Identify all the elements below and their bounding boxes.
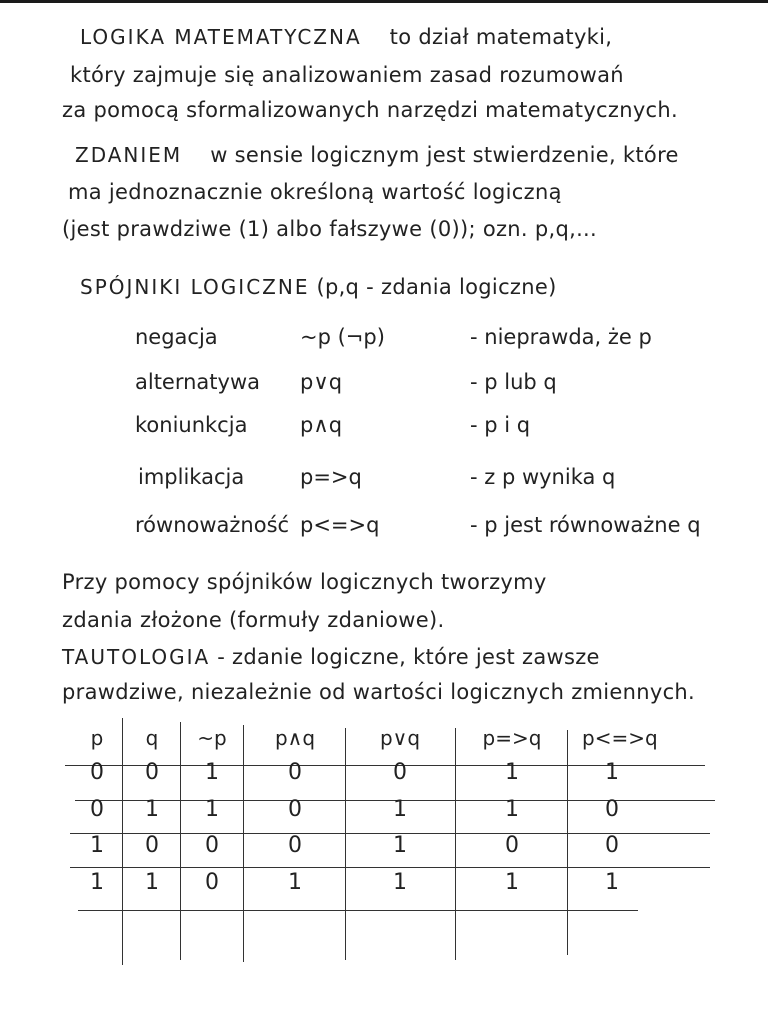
sentence-line-1 xyxy=(75,143,679,167)
connective-symbol: p=>q xyxy=(300,465,362,489)
table-cell: 1 xyxy=(505,797,519,822)
connective-row xyxy=(0,465,768,495)
connective-name: negacja xyxy=(135,325,218,349)
table-cell: 1 xyxy=(393,797,407,822)
connectives-header xyxy=(80,275,557,299)
table-header-cell: q xyxy=(145,726,159,750)
table-row-divider xyxy=(78,910,638,911)
compound-line-2: zdania złożone (formuły zdaniowe). xyxy=(62,608,445,632)
table-cell: 1 xyxy=(205,760,219,785)
table-cell: 0 xyxy=(145,760,159,785)
table-cell: 0 xyxy=(288,797,302,822)
table-column-divider xyxy=(567,730,568,955)
connective-row xyxy=(0,513,768,543)
table-cell: 1 xyxy=(90,833,104,858)
table-row-divider xyxy=(70,867,710,868)
table-cell: 0 xyxy=(205,833,219,858)
table-cell: 1 xyxy=(393,833,407,858)
connectives-note: (p,q - zdania logiczne) xyxy=(316,275,557,299)
intro-line-1 xyxy=(80,25,612,49)
sentence-term: ZDANIEM xyxy=(75,143,183,167)
table-cell: 1 xyxy=(393,870,407,895)
connective-row xyxy=(0,370,768,400)
sentence-line-3: (jest prawdziwe (1) albo fałszywe (0)); ozn. p,q,... xyxy=(62,217,597,241)
table-cell: 1 xyxy=(145,797,159,822)
connective-symbol: p∧q xyxy=(300,413,343,437)
tautology-line-2: prawdziwe, niezależnie od wartości logicznych zmiennych. xyxy=(62,680,696,704)
table-header-cell: p<=>q xyxy=(582,726,658,750)
table-cell: 1 xyxy=(288,870,302,895)
connective-meaning: - p i q xyxy=(470,413,531,437)
tautology-text-1: - zdanie logiczne, które jest zawsze xyxy=(217,645,600,669)
table-cell: 1 xyxy=(205,797,219,822)
connectives-title: SPÓJNIKI LOGICZNE xyxy=(80,275,310,299)
table-header-cell: p∧q xyxy=(274,726,316,750)
table-cell: 0 xyxy=(505,833,519,858)
connective-meaning: - p lub q xyxy=(470,370,557,394)
page-top-edge xyxy=(0,0,768,3)
table-column-divider xyxy=(345,728,346,960)
table-cell: 0 xyxy=(90,797,104,822)
connective-name: implikacja xyxy=(138,465,245,489)
table-cell: 0 xyxy=(145,833,159,858)
intro-text-1: to dział matematyki, xyxy=(389,25,613,49)
table-cell: 0 xyxy=(605,833,619,858)
connective-name: równoważność xyxy=(135,513,290,537)
intro-term: LOGIKA MATEMATYCZNA xyxy=(80,25,362,49)
intro-line-2: który zajmuje się analizowaniem zasad rozumowań xyxy=(70,63,624,87)
table-header-cell: p∨q xyxy=(379,726,421,750)
sentence-text-1: w sensie logicznym jest stwierdzenie, które xyxy=(210,143,679,167)
table-cell: 1 xyxy=(605,870,619,895)
table-header-cell: p=>q xyxy=(482,726,542,750)
table-cell: 1 xyxy=(505,760,519,785)
compound-line-1: Przy pomocy spójników logicznych tworzymy xyxy=(62,570,547,594)
sentence-line-2: ma jednoznacznie określoną wartość logiczną xyxy=(68,180,562,204)
connective-row xyxy=(0,413,768,443)
connective-name: alternatywa xyxy=(135,370,261,394)
table-cell: 0 xyxy=(605,797,619,822)
connective-meaning: - p jest równoważne q xyxy=(470,513,701,537)
table-header-cell: ~p xyxy=(197,726,227,750)
intro-line-3: za pomocą sformalizowanych narzędzi matematycznych. xyxy=(62,98,678,122)
connective-row xyxy=(0,325,768,355)
table-cell: 1 xyxy=(145,870,159,895)
connective-symbol: ~p (¬p) xyxy=(300,325,385,349)
connective-symbol: p∨q xyxy=(300,370,343,394)
table-cell: 0 xyxy=(393,760,407,785)
table-cell: 1 xyxy=(505,870,519,895)
table-cell: 0 xyxy=(90,760,104,785)
table-cell: 0 xyxy=(288,833,302,858)
connective-name: koniunkcja xyxy=(135,413,248,437)
tautology-line-1 xyxy=(62,645,600,669)
table-cell: 0 xyxy=(288,760,302,785)
connective-meaning: - nieprawda, że p xyxy=(470,325,652,349)
table-cell: 1 xyxy=(605,760,619,785)
table-column-divider xyxy=(243,725,244,962)
connective-meaning: - z p wynika q xyxy=(470,465,616,489)
table-header-cell: p xyxy=(90,726,104,750)
connective-symbol: p<=>q xyxy=(300,513,380,537)
table-cell: 0 xyxy=(205,870,219,895)
tautology-term: TAUTOLOGIA xyxy=(62,645,211,669)
table-column-divider xyxy=(455,728,456,960)
table-cell: 1 xyxy=(90,870,104,895)
